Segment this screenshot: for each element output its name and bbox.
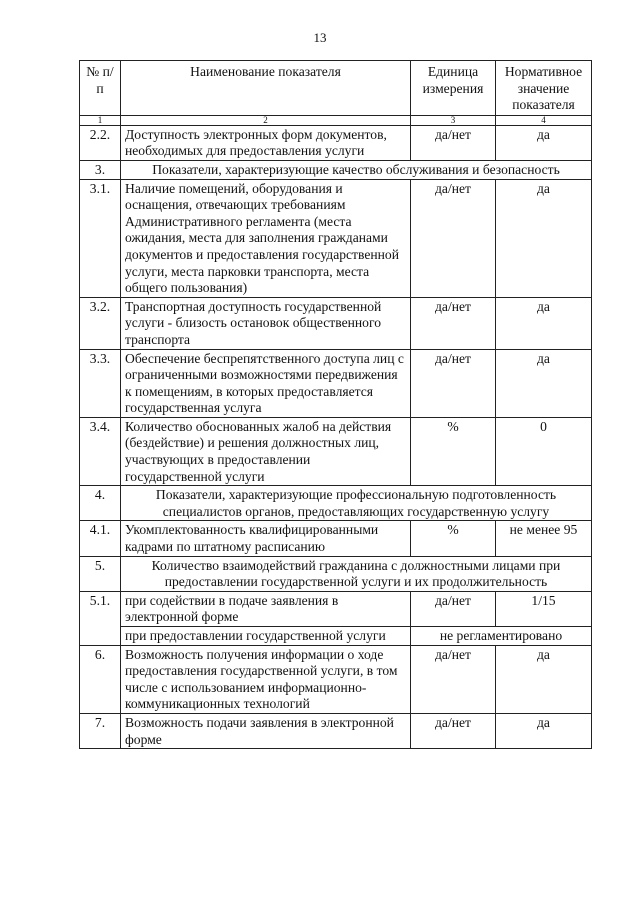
header-unit: Единица измерения [411, 61, 496, 116]
row-number: 3.3. [80, 349, 121, 417]
indicator-name: Доступность электронных форм документов, необходимых для предоставления услуги [121, 125, 411, 160]
indicator-name: Количество обоснованных жалоб на действия (бездействие) и решения должностных лиц, участвующих в предоставлении государственной услуги [121, 417, 411, 485]
norm-cell: 0 [496, 417, 592, 485]
norm-cell: да [496, 297, 592, 349]
table-row [80, 713, 592, 748]
unit-cell: да/нет [411, 297, 496, 349]
row-number: 5.1. [80, 591, 121, 645]
indicator-name: при предоставлении государственной услуги [121, 627, 411, 646]
row-number: 7. [80, 713, 121, 748]
indicator-name: Возможность подачи заявления в электронной форме [121, 713, 411, 748]
indicator-name: Обеспечение беспрепятственного доступа лиц с ограниченными возможностями передвижения к помещениям, в которых предоставляется государственная услуга [121, 349, 411, 417]
column-number-row [80, 115, 592, 125]
header-norm: Нормативное значение показателя [496, 61, 592, 116]
table-row [80, 645, 592, 713]
table-row [80, 417, 592, 485]
section-row [80, 160, 592, 179]
norm-cell: не менее 95 [496, 521, 592, 556]
unit-cell: % [411, 417, 496, 485]
row-number: 3.4. [80, 417, 121, 485]
indicator-name: Укомплектованность квалифицированными кадрами по штатному расписанию [121, 521, 411, 556]
page-number: 13 [313, 30, 327, 45]
row-number: 3.2. [80, 297, 121, 349]
norm-cell: да [496, 179, 592, 297]
unit-cell: да/нет [411, 713, 496, 748]
section-title: Показатели, характеризующие профессиональную подготовленность специалистов органов, предоставляющих государственную услугу [121, 486, 592, 521]
table-header-row [80, 61, 592, 116]
row-number: 6. [80, 645, 121, 713]
indicator-name: при содействии в подаче заявления в электронной форме [121, 591, 411, 626]
section-title: Количество взаимодействий гражданина с должностными лицами при предоставлении государственной услуги и их продолжительность [121, 556, 592, 591]
merged-value-cell: не регламентировано [411, 627, 592, 646]
norm-cell: 1/15 [496, 591, 592, 626]
unit-cell: да/нет [411, 645, 496, 713]
column-number: 2 [121, 115, 411, 125]
unit-cell: да/нет [411, 179, 496, 297]
header-num: № п/п [80, 61, 121, 116]
row-number: 2.2. [80, 125, 121, 160]
section-number: 4. [80, 486, 121, 521]
table-row [80, 349, 592, 417]
unit-cell: % [411, 521, 496, 556]
norm-cell: да [496, 349, 592, 417]
table-row [80, 521, 592, 556]
indicator-name: Наличие помещений, оборудования и оснащения, отвечающих требованиям Административного регламента (места ожидания, места для заполнения гражданами документов и предоставления государственной услуги, места парковки транспорта, места общего пользования) [121, 179, 411, 297]
section-number: 3. [80, 160, 121, 179]
section-number: 5. [80, 556, 121, 591]
indicators-table [79, 60, 592, 749]
header-name: Наименование показателя [121, 61, 411, 116]
table-row [80, 179, 592, 297]
section-title: Показатели, характеризующие качество обслуживания и безопасность [121, 160, 592, 179]
table-row [80, 125, 592, 160]
norm-cell: да [496, 125, 592, 160]
unit-cell: да/нет [411, 591, 496, 626]
table-row [80, 627, 592, 646]
section-row [80, 556, 592, 591]
norm-cell: да [496, 645, 592, 713]
column-number: 1 [80, 115, 121, 125]
norm-cell: да [496, 713, 592, 748]
unit-cell: да/нет [411, 125, 496, 160]
row-number: 4.1. [80, 521, 121, 556]
unit-cell: да/нет [411, 349, 496, 417]
column-number: 3 [411, 115, 496, 125]
row-number: 3.1. [80, 179, 121, 297]
table-row [80, 591, 592, 626]
column-number: 4 [496, 115, 592, 125]
table-row [80, 297, 592, 349]
indicator-name: Транспортная доступность государственной услуги - близость остановок общественного транспорта [121, 297, 411, 349]
section-row [80, 486, 592, 521]
indicator-name: Возможность получения информации о ходе предоставления государственной услуги, в том числе с использованием информационно-коммуникационных технологий [121, 645, 411, 713]
